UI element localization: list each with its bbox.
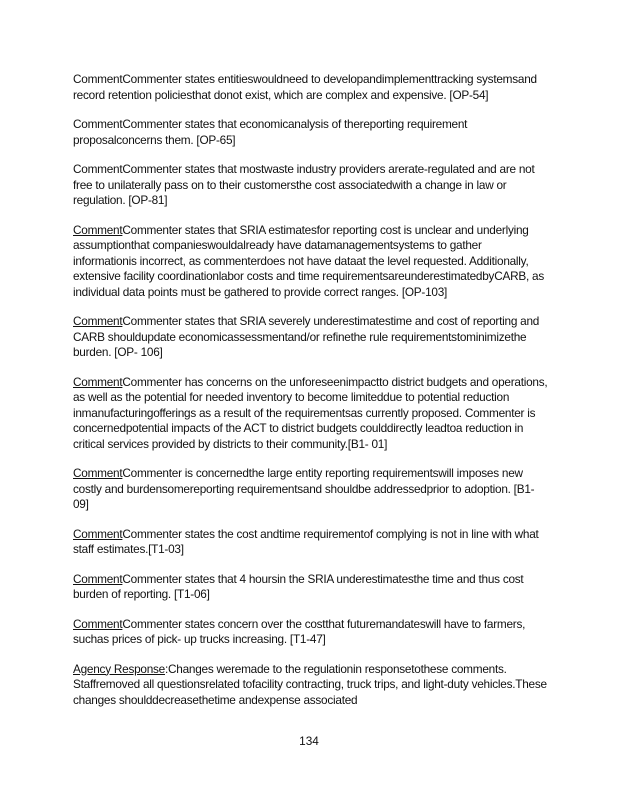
comment-label: Comment bbox=[73, 526, 123, 541]
comment-paragraph bbox=[73, 617, 548, 648]
comment-paragraph bbox=[73, 72, 548, 103]
comment-label: Comment bbox=[73, 117, 123, 131]
comment-text: Commenter has concerns on the unforeseenimpactto district budgets and operations, as well as the potential for needed inventory to become limiteddue to potential reduction inmanufacturingofferings as a result of the requirementsas currently proposed. Commenter is concernedpotential impacts of the ACT to district budgets coulddirectly leadtoa reduction in critical services provided by districts to their community.[B1- 01] bbox=[73, 374, 548, 451]
comment-paragraph bbox=[73, 162, 548, 209]
comment-paragraph bbox=[73, 466, 548, 513]
comment-text: Commenter states entitieswouldneed to developandimplementtracking systemsand record retention policiesthat donot exist, which are complex and expensive. [OP-54] bbox=[73, 72, 537, 102]
comment-text: Commenter states that mostwaste industry providers arerate-regulated and are not free to unilaterally pass on to their customersthe cost associatedwith a change in law or regulation. [OP-81] bbox=[73, 162, 535, 207]
comment-label: Comment bbox=[73, 314, 123, 328]
document-body bbox=[73, 72, 548, 722]
comment-text: Commenter states that 4 hoursin the SRIA underestimatesthe time and thus cost burden of reporting. [T1-06] bbox=[73, 571, 524, 601]
comment-label: Comment bbox=[73, 616, 123, 631]
comment-paragraph bbox=[73, 314, 548, 361]
comment-text: Commenter states that SRIA estimatesfor reporting cost is unclear and underlying assumptionthat companieswouldalready have datamanagementsystems to gather informationis incorrect, as commenterdoes not have dataat the level requested. Additionally, extensive facility coordinationlabor costs and time requirementsareunderestimatedbyCARB, as individual data points must be gathered to provide correct ranges. [OP-103] bbox=[73, 222, 544, 299]
comment-paragraph bbox=[73, 117, 548, 148]
comment-label: Comment bbox=[73, 374, 123, 389]
page-number: 134 bbox=[299, 734, 319, 748]
comment-label: Comment bbox=[73, 222, 123, 237]
agency-response-paragraph bbox=[73, 662, 548, 709]
comment-text: Commenter states the cost andtime requirementof complying is not in line with what staff estimates.[T1-03] bbox=[73, 526, 539, 556]
comment-label: Comment bbox=[73, 72, 123, 86]
comment-paragraph bbox=[73, 527, 548, 558]
comment-label: Comment bbox=[73, 466, 123, 480]
comment-text: Commenter states that SRIA severely underestimatestime and cost of reporting and CARB shouldupdate economicassessmentand/or refinethe rule requirementstominimizethe burden. [OP- 106] bbox=[73, 314, 540, 359]
comment-label: Comment bbox=[73, 571, 123, 586]
agency-response-text: :Changes weremade to the regulationin responsetothese comments. Staffremoved all questionsrelated tofacility contracting, truck trips, and light-duty vehicles.These changes shoulddecreasethetime andexpense associated bbox=[73, 661, 547, 707]
comment-paragraph bbox=[73, 223, 548, 301]
agency-response-label: Agency Response bbox=[73, 661, 165, 676]
comment-label: Comment bbox=[73, 162, 123, 176]
comment-paragraph bbox=[73, 375, 548, 453]
comment-text: Commenter is concernedthe large entity reporting requirementswill imposes new costly and burdensomereporting requirementsand shouldbe addressedprior to adoption. [B1-09] bbox=[73, 466, 535, 511]
comment-text: Commenter states that economicanalysis of thereporting requirement proposalconcerns them. [OP-65] bbox=[73, 117, 468, 147]
comment-paragraph bbox=[73, 572, 548, 603]
comment-text: Commenter states concern over the costthat futuremandateswill have to farmers, suchas prices of pick- up trucks increasing. [T1-47] bbox=[73, 616, 526, 646]
